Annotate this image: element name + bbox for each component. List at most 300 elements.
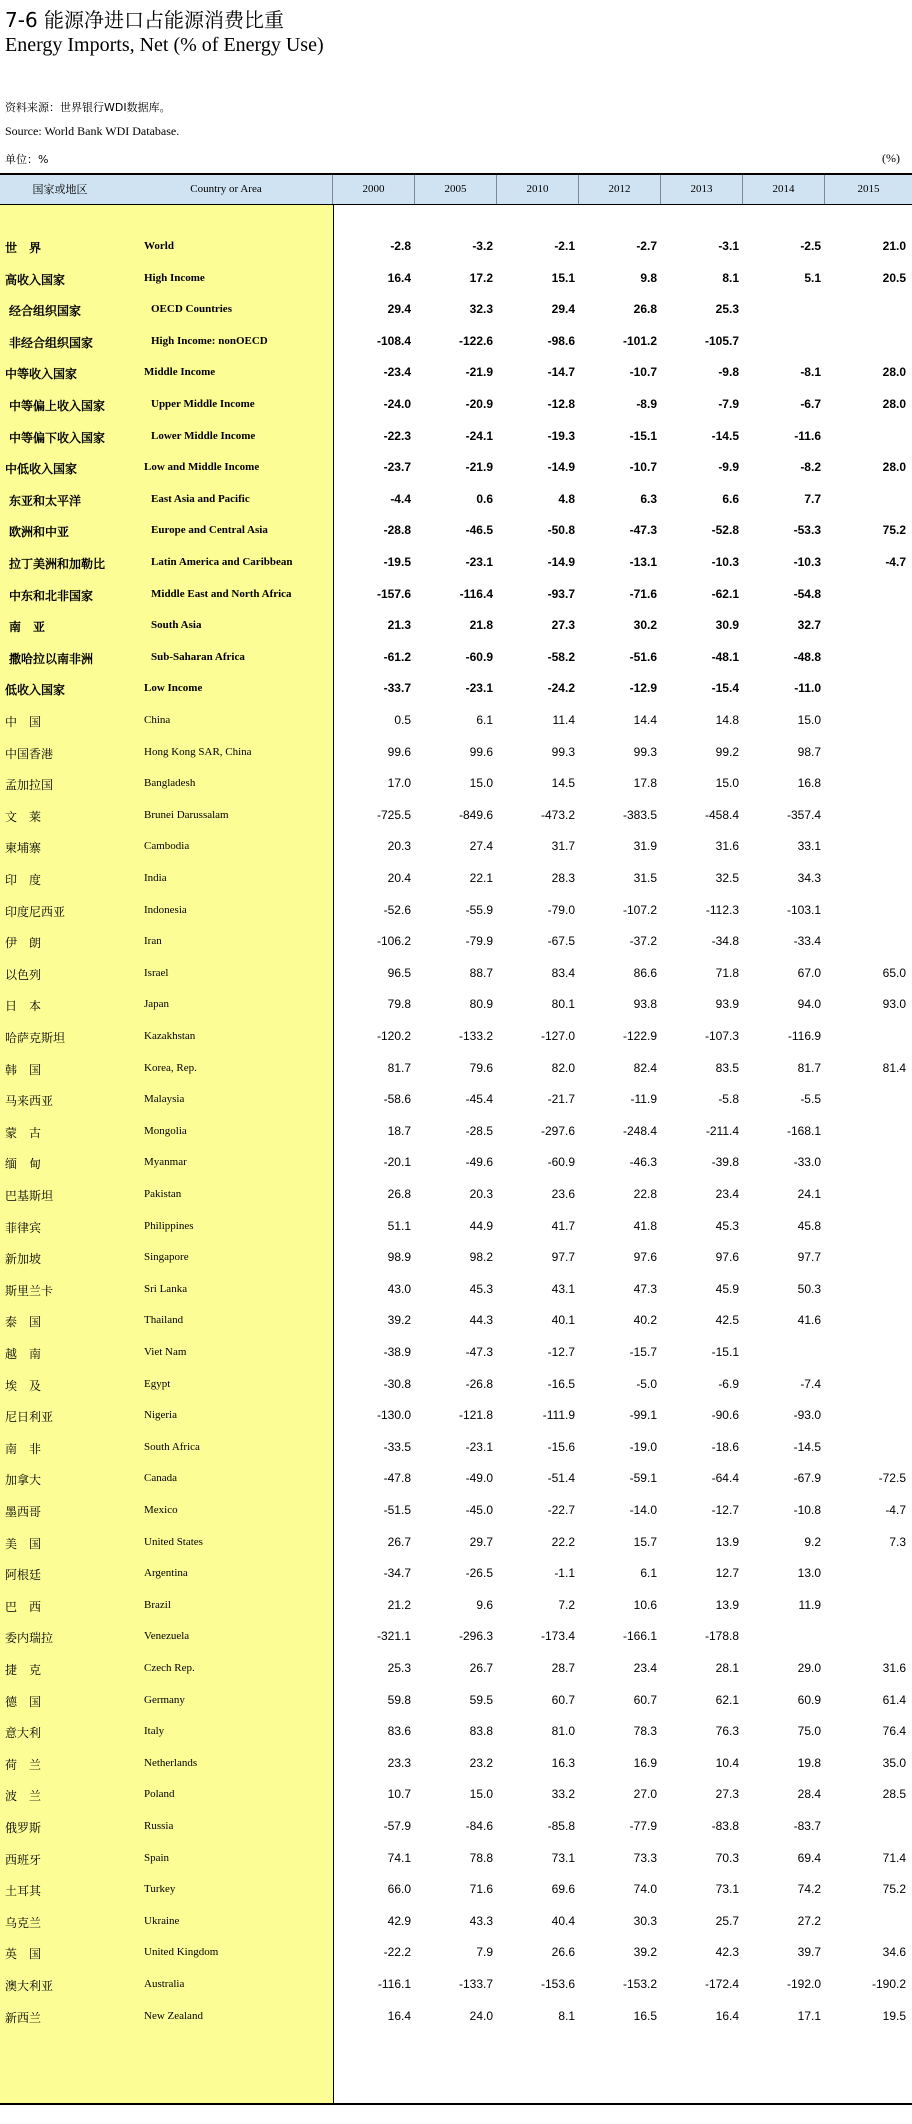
value-cell-2010: 81.0: [551, 1724, 575, 1738]
value-cell-2010: -12.7: [547, 1345, 575, 1359]
country-name-cn: 新加坡: [5, 1252, 42, 1266]
table-row: [0, 1053, 912, 1085]
value-cell-2010: 14.5: [551, 776, 575, 790]
country-name-en: Hong Kong SAR, China: [144, 746, 252, 758]
value-cell-2014: -192.0: [786, 1977, 821, 1991]
country-name-cn: 加拿大: [5, 1473, 42, 1487]
value-cell-2014: -33.4: [793, 934, 821, 948]
value-cell-2000: 83.6: [387, 1724, 411, 1738]
country-name-cn: 印度尼西亚: [5, 905, 66, 919]
country-name-en: Bangladesh: [144, 777, 196, 789]
value-cell-2000: -108.4: [376, 334, 411, 348]
value-cell-2014: 45.8: [797, 1219, 821, 1233]
value-cell-2012: -8.9: [636, 397, 657, 411]
value-cell-2013: -90.6: [711, 1408, 739, 1422]
value-cell-2005: 99.6: [469, 745, 493, 759]
country-name-en: Japan: [144, 998, 170, 1010]
value-cell-2012: 6.3: [640, 492, 657, 506]
value-cell-2015: 65.0: [882, 966, 906, 980]
value-cell-2012: 23.4: [633, 1661, 657, 1675]
country-name-cn: 中等收入国家: [5, 367, 78, 381]
year-header-2012: 2012: [579, 175, 661, 204]
value-cell-2014: 32.7: [797, 618, 821, 632]
value-cell-2000: 18.7: [387, 1124, 411, 1138]
value-cell-2013: 16.4: [715, 2009, 739, 2023]
value-cell-2013: -48.1: [711, 650, 739, 664]
value-cell-2012: -46.3: [629, 1155, 657, 1169]
value-cell-2000: -30.8: [383, 1377, 411, 1391]
value-cell-2010: 22.2: [551, 1535, 575, 1549]
value-cell-2000: -4.4: [390, 492, 411, 506]
value-cell-2005: -49.6: [465, 1155, 493, 1169]
table-row: [0, 1748, 912, 1780]
value-cell-2012: 30.2: [633, 618, 657, 632]
value-cell-2014: -6.7: [800, 397, 821, 411]
value-cell-2000: 16.4: [387, 2009, 411, 2023]
value-cell-2005: -49.0: [465, 1471, 493, 1485]
table-row: [0, 1432, 912, 1464]
country-name-cn: 泰 国: [5, 1315, 42, 1329]
table-row: [0, 1874, 912, 1906]
value-cell-2005: -45.0: [465, 1503, 493, 1517]
country-name-en: Singapore: [144, 1251, 189, 1263]
value-cell-2000: 59.8: [387, 1693, 411, 1707]
value-cell-2013: 6.6: [722, 492, 739, 506]
value-cell-2005: 26.7: [469, 1661, 493, 1675]
value-cell-2013: 13.9: [715, 1535, 739, 1549]
value-cell-2000: -130.0: [376, 1408, 411, 1422]
value-cell-2015: 28.0: [882, 397, 906, 411]
country-name-en: Myanmar: [144, 1156, 187, 1168]
value-cell-2005: -28.5: [465, 1124, 493, 1138]
value-cell-2012: 17.8: [633, 776, 657, 790]
value-cell-2013: -64.4: [711, 1471, 739, 1485]
value-cell-2014: -8.1: [800, 365, 821, 379]
value-cell-2012: 15.7: [633, 1535, 657, 1549]
value-cell-2014: 5.1: [804, 271, 821, 285]
country-name-en: Venezuela: [144, 1630, 190, 1642]
value-cell-2005: 43.3: [469, 1914, 493, 1928]
value-cell-2010: -98.6: [547, 334, 575, 348]
value-cell-2010: -14.9: [547, 555, 575, 569]
value-cell-2010: 28.7: [551, 1661, 575, 1675]
table-row: [0, 610, 912, 642]
value-cell-2014: 24.1: [797, 1187, 821, 1201]
value-cell-2010: 29.4: [551, 302, 575, 316]
country-name-en: India: [144, 872, 167, 884]
country-name-cn: 中 国: [5, 715, 42, 729]
value-cell-2014: 17.1: [797, 2009, 821, 2023]
value-cell-2010: 43.1: [551, 1282, 575, 1296]
value-cell-2000: 66.0: [387, 1882, 411, 1896]
country-name-cn: 越 南: [5, 1347, 42, 1361]
country-name-en: Czech Rep.: [144, 1662, 195, 1674]
value-cell-2000: 29.4: [387, 302, 411, 316]
value-cell-2012: 16.9: [633, 1756, 657, 1770]
country-name-cn: 阿根廷: [5, 1568, 42, 1582]
table-row: [0, 989, 912, 1021]
country-name-cn: 高收入国家: [5, 273, 66, 287]
value-cell-2013: 73.1: [715, 1882, 739, 1896]
value-cell-2000: 99.6: [387, 745, 411, 759]
value-cell-2012: 74.0: [633, 1882, 657, 1896]
country-name-cn: 乌克兰: [5, 1916, 42, 1930]
country-name-cn: 中等偏下收入国家: [9, 431, 106, 445]
value-cell-2000: -157.6: [376, 587, 411, 601]
value-cell-2013: -211.4: [705, 1124, 739, 1138]
value-cell-2005: -46.5: [465, 523, 493, 537]
value-cell-2010: 69.6: [551, 1882, 575, 1896]
table-row: [0, 1685, 912, 1717]
value-cell-2005: -21.9: [465, 460, 493, 474]
value-cell-2005: 78.8: [469, 1851, 493, 1865]
value-cell-2005: 23.2: [469, 1756, 493, 1770]
value-cell-2014: 27.2: [797, 1914, 821, 1928]
country-name-cn: 拉丁美洲和加勒比: [9, 557, 106, 571]
value-cell-2013: 42.3: [715, 1945, 739, 1959]
country-name-en: Canada: [144, 1472, 177, 1484]
value-cell-2013: 10.4: [715, 1756, 739, 1770]
value-cell-2012: -107.2: [622, 903, 657, 917]
value-cell-2000: 43.0: [387, 1282, 411, 1296]
value-cell-2014: 50.3: [797, 1282, 821, 1296]
country-name-cn: 世 界: [5, 241, 42, 255]
value-cell-2014: 15.0: [797, 713, 821, 727]
value-cell-2014: 7.7: [804, 492, 821, 506]
value-cell-2010: -51.4: [547, 1471, 575, 1485]
value-cell-2012: -101.2: [622, 334, 657, 348]
country-name-en: South Asia: [151, 619, 202, 631]
value-cell-2015: 75.2: [882, 1882, 906, 1896]
value-cell-2000: -52.6: [383, 903, 411, 917]
value-cell-2014: 67.0: [797, 966, 821, 980]
table-row: [0, 1558, 912, 1590]
value-cell-2005: 45.3: [469, 1282, 493, 1296]
value-cell-2000: -33.5: [383, 1440, 411, 1454]
value-cell-2015: 28.0: [882, 460, 906, 474]
value-cell-2012: 16.5: [633, 2009, 657, 2023]
table-row: [0, 1811, 912, 1843]
value-cell-2005: 6.1: [476, 713, 493, 727]
table-row: [0, 515, 912, 547]
value-cell-2000: -38.9: [383, 1345, 411, 1359]
value-cell-2012: 86.6: [633, 966, 657, 980]
value-cell-2005: 0.6: [476, 492, 493, 506]
year-header-2010: 2010: [497, 175, 579, 204]
value-cell-2014: -10.3: [793, 555, 821, 569]
country-name-cn: 德 国: [5, 1695, 42, 1709]
value-cell-2014: 28.4: [797, 1787, 821, 1801]
value-cell-2010: 7.2: [558, 1598, 575, 1612]
value-cell-2015: 20.5: [882, 271, 906, 285]
value-cell-2012: 60.7: [633, 1693, 657, 1707]
value-cell-2013: 12.7: [715, 1566, 739, 1580]
value-cell-2000: 16.4: [387, 271, 411, 285]
country-name-cn: 柬埔寨: [5, 841, 42, 855]
page-title-cn: 7-6 能源净进口占能源消费比重: [5, 8, 285, 32]
table-row: [0, 326, 912, 358]
value-cell-2000: -58.6: [383, 1092, 411, 1106]
value-cell-2013: 13.9: [715, 1598, 739, 1612]
value-cell-2012: 9.8: [640, 271, 657, 285]
country-name-en: Poland: [144, 1788, 175, 1800]
value-cell-2014: -33.0: [793, 1155, 821, 1169]
value-cell-2014: -10.8: [793, 1503, 821, 1517]
value-cell-2010: -22.7: [547, 1503, 575, 1517]
table-row: [0, 1305, 912, 1337]
country-name-en: Malaysia: [144, 1093, 185, 1105]
country-name-cn: 美 国: [5, 1537, 42, 1551]
value-cell-2013: 30.9: [715, 618, 739, 632]
value-cell-2000: -24.0: [383, 397, 411, 411]
value-cell-2015: -190.2: [871, 1977, 906, 1991]
table-row: [0, 1274, 912, 1306]
value-cell-2000: -725.5: [376, 808, 411, 822]
country-name-cn: 波 兰: [5, 1789, 42, 1803]
value-cell-2013: -39.8: [711, 1155, 739, 1169]
country-name-en: East Asia and Pacific: [151, 493, 250, 505]
year-header-2005: 2005: [415, 175, 497, 204]
value-cell-2012: 6.1: [640, 1566, 657, 1580]
value-cell-2000: -51.5: [383, 1503, 411, 1517]
country-name-cn: 文 莱: [5, 810, 42, 824]
value-cell-2000: 17.0: [387, 776, 411, 790]
value-cell-2012: -14.0: [629, 1503, 657, 1517]
value-cell-2013: -52.8: [711, 523, 739, 537]
value-cell-2013: 45.9: [715, 1282, 739, 1296]
value-cell-2014: 69.4: [797, 1851, 821, 1865]
country-name-en: Latin America and Caribbean: [151, 556, 293, 568]
value-cell-2014: -8.2: [800, 460, 821, 474]
country-name-en: Netherlands: [144, 1757, 198, 1769]
country-name-en: Middle Income: [144, 366, 216, 378]
value-cell-2012: -77.9: [629, 1819, 657, 1833]
value-cell-2012: 31.5: [633, 871, 657, 885]
value-cell-2014: 94.0: [797, 997, 821, 1011]
country-name-en: Europe and Central Asia: [151, 524, 268, 536]
value-cell-2010: 8.1: [558, 2009, 575, 2023]
table-row: [0, 958, 912, 990]
value-cell-2014: 97.7: [797, 1250, 821, 1264]
value-cell-2015: 34.6: [882, 1945, 906, 1959]
value-cell-2005: -133.2: [458, 1029, 493, 1043]
value-cell-2005: -60.9: [465, 650, 493, 664]
column-header-cn: 国家或地区: [32, 183, 88, 196]
country-name-en: Nigeria: [144, 1409, 177, 1421]
country-name-en: Australia: [144, 1978, 185, 1990]
country-name-en: Brazil: [144, 1599, 171, 1611]
value-cell-2014: -48.8: [793, 650, 821, 664]
country-name-cn: 孟加拉国: [5, 778, 54, 792]
value-cell-2013: 8.1: [722, 271, 739, 285]
value-cell-2014: -83.7: [793, 1819, 821, 1833]
country-name-cn: 菲律宾: [5, 1221, 42, 1235]
table-row: [0, 231, 912, 263]
country-name-cn: 哈萨克斯坦: [5, 1031, 66, 1045]
value-cell-2010: -19.3: [547, 429, 575, 443]
value-cell-2013: -3.1: [718, 239, 739, 253]
value-cell-2000: 96.5: [387, 966, 411, 980]
value-cell-2015: 71.4: [882, 1851, 906, 1865]
value-cell-2000: 98.9: [387, 1250, 411, 1264]
table-row: [0, 1779, 912, 1811]
table-row: [0, 1906, 912, 1938]
country-name-en: Mexico: [144, 1504, 178, 1516]
value-cell-2010: -111.9: [542, 1408, 575, 1422]
value-cell-2012: -15.1: [629, 429, 657, 443]
value-cell-2000: 21.3: [387, 618, 411, 632]
value-cell-2015: 19.5: [882, 2009, 906, 2023]
country-name-cn: 日 本: [5, 999, 42, 1013]
table-row: [0, 1337, 912, 1369]
value-cell-2000: -19.5: [383, 555, 411, 569]
value-cell-2010: -67.5: [547, 934, 575, 948]
value-cell-2014: -14.5: [793, 1440, 821, 1454]
country-name-cn: 低收入国家: [5, 683, 66, 697]
value-cell-2005: 24.0: [469, 2009, 493, 2023]
value-cell-2005: 7.9: [476, 1945, 493, 1959]
country-name-cn: 韩 国: [5, 1063, 42, 1077]
value-cell-2010: 80.1: [551, 997, 575, 1011]
country-name-cn: 新西兰: [5, 2011, 42, 2025]
country-name-cn: 经合组织国家: [9, 304, 82, 318]
table-row: [0, 642, 912, 674]
value-cell-2005: 71.6: [469, 1882, 493, 1896]
country-name-en: Viet Nam: [144, 1346, 187, 1358]
country-name-en: Pakistan: [144, 1188, 182, 1200]
table-row: [0, 421, 912, 453]
value-cell-2010: 4.8: [558, 492, 575, 506]
table-header-rule: [0, 204, 912, 205]
value-cell-2012: -5.0: [636, 1377, 657, 1391]
value-cell-2014: 11.9: [798, 1598, 821, 1612]
country-name-en: United Kingdom: [144, 1946, 219, 1958]
unit-label: 单位：%: [5, 153, 49, 166]
table-row: [0, 800, 912, 832]
value-cell-2010: -24.2: [547, 681, 575, 695]
value-cell-2012: -51.6: [629, 650, 657, 664]
country-name-cn: 中东和北非国家: [9, 589, 94, 603]
country-name-cn: 委内瑞拉: [5, 1631, 54, 1645]
value-cell-2000: 25.3: [387, 1661, 411, 1675]
value-cell-2014: -11.0: [794, 681, 821, 695]
value-cell-2000: -321.1: [376, 1629, 411, 1643]
country-name-cn: 墨西哥: [5, 1505, 42, 1519]
value-cell-2014: 34.3: [797, 871, 821, 885]
country-name-cn: 中国香港: [5, 747, 54, 761]
country-name-en: Low and Middle Income: [144, 461, 260, 473]
country-name-cn: 缅 甸: [5, 1157, 42, 1171]
value-cell-2012: -11.9: [630, 1092, 657, 1106]
value-cell-2000: 26.8: [387, 1187, 411, 1201]
value-cell-2010: -21.7: [547, 1092, 575, 1106]
value-cell-2012: 22.8: [633, 1187, 657, 1201]
value-cell-2014: -7.4: [800, 1377, 821, 1391]
value-cell-2005: -47.3: [465, 1345, 493, 1359]
value-cell-2015: 28.5: [882, 1787, 906, 1801]
value-cell-2013: 15.0: [715, 776, 739, 790]
value-cell-2013: -7.9: [718, 397, 739, 411]
page-title-en: Energy Imports, Net (% of Energy Use): [5, 34, 324, 56]
table-row: [0, 1621, 912, 1653]
value-cell-2010: -14.9: [547, 460, 575, 474]
table-row: [0, 831, 912, 863]
value-cell-2010: 15.1: [551, 271, 575, 285]
table-row: [0, 1527, 912, 1559]
value-cell-2015: 35.0: [882, 1756, 906, 1770]
value-cell-2012: 31.9: [633, 839, 657, 853]
value-cell-2000: 23.3: [387, 1756, 411, 1770]
value-cell-2005: -3.2: [472, 239, 493, 253]
value-cell-2014: 9.2: [804, 1535, 821, 1549]
value-cell-2014: 74.2: [797, 1882, 821, 1896]
table-row: [0, 263, 912, 295]
value-cell-2010: 33.2: [551, 1787, 575, 1801]
value-cell-2012: 10.6: [633, 1598, 657, 1612]
value-cell-2014: -168.1: [786, 1124, 821, 1138]
country-name-en: Indonesia: [144, 904, 187, 916]
country-name-cn: 南 亚: [9, 620, 46, 634]
value-cell-2000: 10.7: [387, 1787, 411, 1801]
value-cell-2014: -2.5: [800, 239, 821, 253]
value-cell-2013: -83.8: [711, 1819, 739, 1833]
country-name-en: Thailand: [144, 1314, 184, 1326]
country-name-cn: 尼日利亚: [5, 1410, 54, 1424]
value-cell-2014: 33.1: [797, 839, 821, 853]
value-cell-2013: -107.3: [704, 1029, 739, 1043]
value-cell-2010: 82.0: [551, 1061, 575, 1075]
value-cell-2013: -15.4: [711, 681, 739, 695]
value-cell-2005: -133.7: [458, 1977, 493, 1991]
value-cell-2010: -473.2: [540, 808, 575, 822]
table-row: [0, 1495, 912, 1527]
value-cell-2013: 25.3: [715, 302, 739, 316]
value-cell-2012: -248.4: [622, 1124, 657, 1138]
value-cell-2010: 60.7: [551, 1693, 575, 1707]
value-cell-2013: 14.8: [715, 713, 739, 727]
value-cell-2000: -34.7: [383, 1566, 411, 1580]
value-cell-2013: 70.3: [715, 1851, 739, 1865]
value-cell-2013: 62.1: [715, 1693, 739, 1707]
value-cell-2012: 93.8: [633, 997, 657, 1011]
value-cell-2014: 98.7: [797, 745, 821, 759]
value-cell-2010: 40.4: [551, 1914, 575, 1928]
country-name-en: Israel: [144, 967, 169, 979]
value-cell-2015: -4.7: [885, 555, 906, 569]
country-name-en: Italy: [144, 1725, 165, 1737]
country-name-en: Upper Middle Income: [151, 398, 255, 410]
country-name-en: Ukraine: [144, 1915, 180, 1927]
value-cell-2013: 83.5: [715, 1061, 739, 1075]
value-cell-2014: -53.3: [793, 523, 821, 537]
value-cell-2012: 26.8: [633, 302, 657, 316]
table-row: [0, 1084, 912, 1116]
value-cell-2005: -45.4: [465, 1092, 493, 1106]
value-cell-2015: 81.4: [882, 1061, 906, 1075]
country-name-en: Middle East and North Africa: [151, 588, 292, 600]
value-cell-2014: 29.0: [797, 1661, 821, 1675]
value-cell-2000: -47.8: [383, 1471, 411, 1485]
value-cell-2013: 31.6: [715, 839, 739, 853]
value-cell-2010: -12.8: [547, 397, 575, 411]
value-cell-2015: 75.2: [882, 523, 906, 537]
country-name-cn: 印 度: [5, 873, 42, 887]
value-cell-2000: -23.7: [383, 460, 411, 474]
value-cell-2000: 79.8: [387, 997, 411, 1011]
value-cell-2015: -72.5: [878, 1471, 906, 1485]
value-cell-2005: -23.1: [465, 555, 493, 569]
source-note-en: Source: World Bank WDI Database.: [5, 124, 180, 138]
